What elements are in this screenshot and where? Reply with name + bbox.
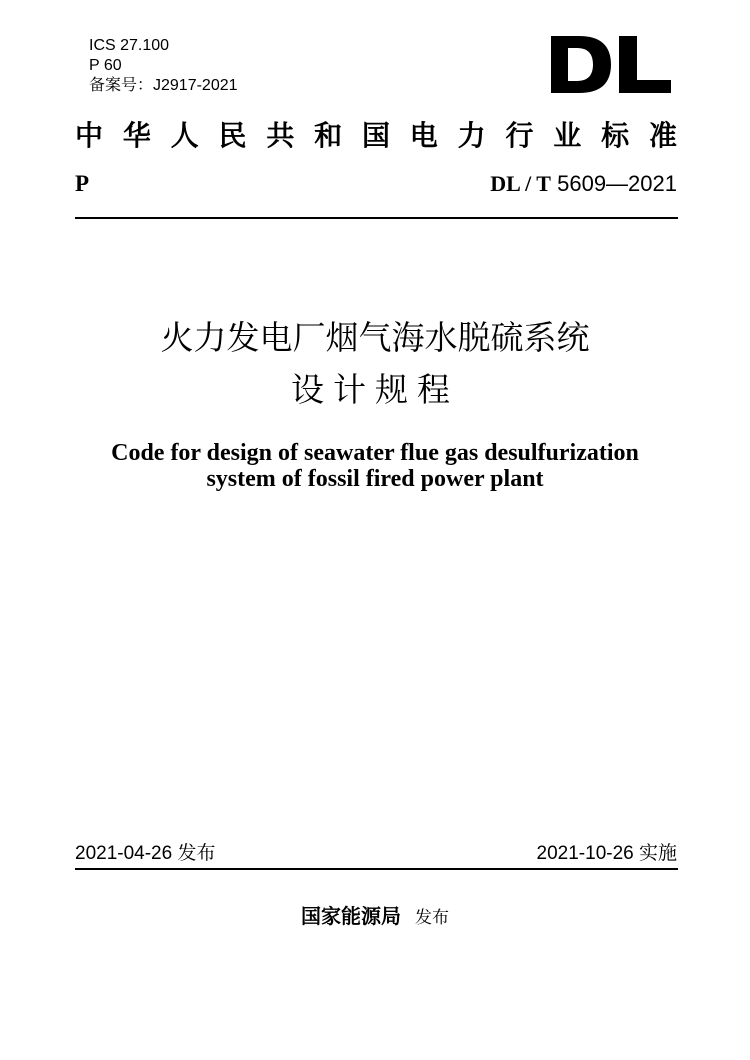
standard-category: P: [75, 171, 90, 196]
issuer-organization: 国家能源局: [301, 904, 401, 928]
title-en-line1: Code for design of seawater flue gas desulfurization: [111, 440, 639, 466]
title-cn-line1: 火力发电厂烟气海水脱硫系统: [160, 318, 590, 357]
standard-code: [490, 170, 677, 198]
standard-title-char: 华: [122, 119, 151, 152]
standard-title-char: 国: [361, 119, 390, 152]
standard-title-char: 和: [314, 119, 343, 152]
issue-date: 2021-04-26 发布: [75, 843, 216, 864]
standard-title-char: 标: [601, 119, 630, 152]
filing-number: 备案号：J2917-2021: [89, 77, 238, 94]
standard-code-prefix: DL / T: [490, 171, 551, 196]
standard-title: [75, 119, 677, 153]
dl-logo: [551, 36, 671, 93]
standard-title-char: 人: [170, 119, 199, 152]
standard-title-char: 电: [409, 119, 438, 152]
classification-code: P 60: [89, 57, 122, 74]
top-divider: [75, 217, 678, 219]
standard-title-char: 民: [218, 119, 247, 152]
title-cn-line2: 设计规程: [291, 370, 459, 409]
issuer-verb: 发布: [415, 908, 449, 928]
standard-title-char: 力: [457, 119, 486, 152]
standard-title-char: 中: [75, 119, 104, 152]
implementation-date: 2021-10-26 实施: [536, 843, 677, 864]
title-en-line2: system of fossil fired power plant: [206, 466, 544, 492]
bottom-divider: [75, 868, 678, 870]
standard-title-char: 业: [553, 119, 582, 152]
standard-title-char: 准: [648, 119, 677, 152]
standard-code-number: 5609—2021: [557, 171, 677, 196]
ics-code: ICS 27.100: [89, 37, 170, 54]
standard-title-char: 行: [505, 119, 534, 152]
issuer: [0, 904, 750, 930]
standard-title-char: 共: [266, 119, 295, 152]
header-meta: [89, 36, 238, 96]
